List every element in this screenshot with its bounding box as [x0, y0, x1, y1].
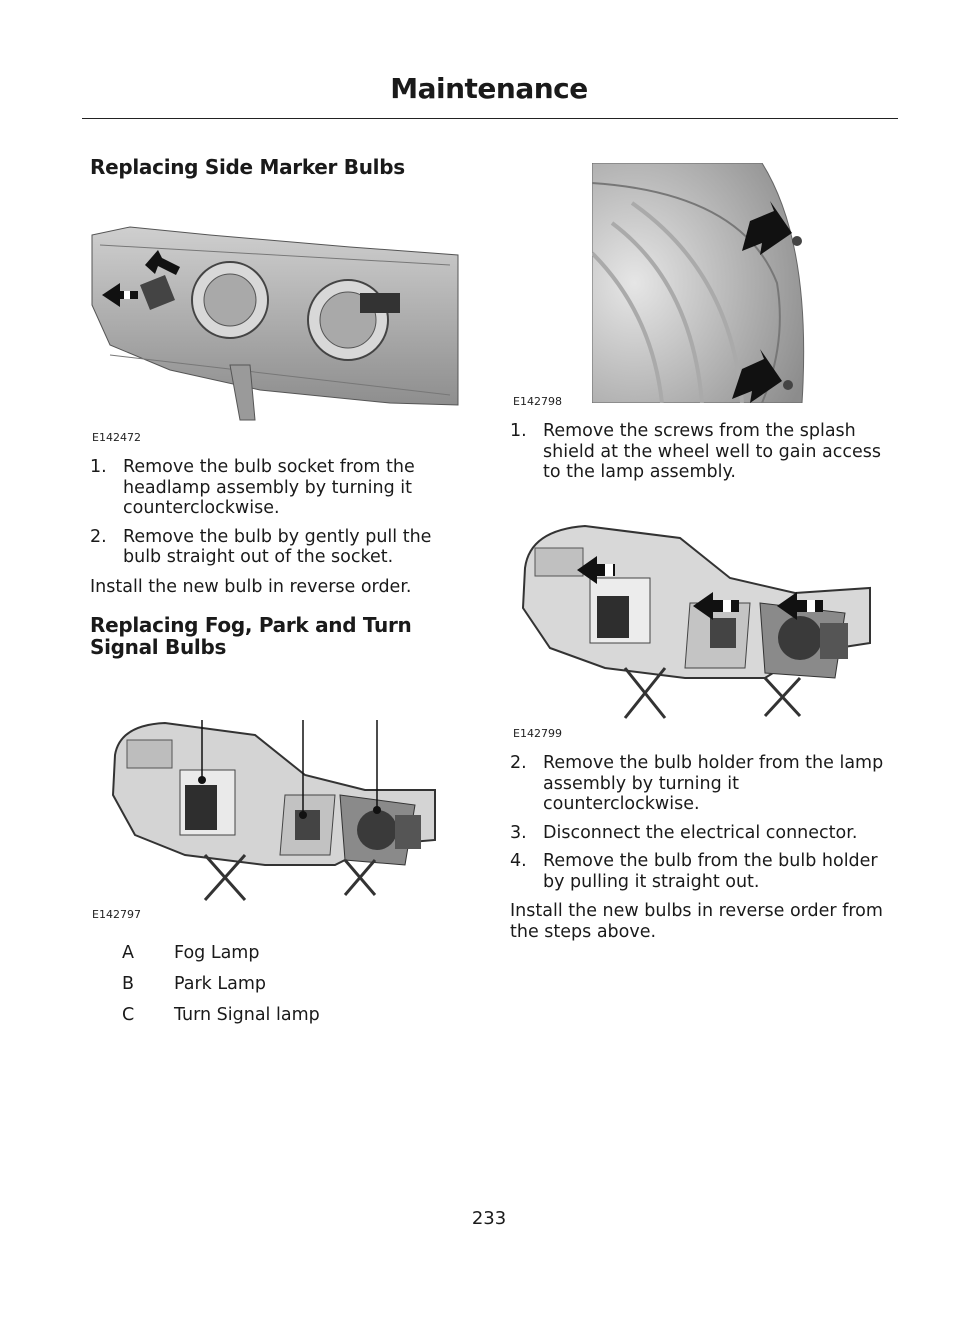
figure-id-e142797: E142797	[92, 908, 141, 921]
list-item: 4. Remove the bulb from the bulb holder by pulling it straight out.	[510, 851, 878, 892]
list-item: 2. Remove the bulb holder from the lamp assembly by turning it counterclockwise.	[510, 753, 884, 814]
figure-id-e142472: E142472	[92, 431, 141, 444]
splash-shield-steps	[510, 421, 895, 491]
header-rule	[82, 118, 898, 119]
bulb-holder-steps	[510, 753, 898, 900]
figure-id-e142799: E142799	[513, 727, 562, 740]
page-title: Maintenance	[390, 72, 588, 105]
page-number: 233	[471, 1208, 507, 1229]
bulb-legend	[122, 943, 442, 1036]
figure-fog-park-turn-lamp	[105, 715, 445, 905]
legend-row: A Fog Lamp	[122, 943, 260, 963]
side-marker-note: Install the new bulb in reverse order.	[90, 577, 412, 597]
figure-bulb-holders	[515, 518, 875, 723]
list-item: 2. Remove the bulb by gently pull the bulb straight out of the socket.	[90, 526, 432, 567]
list-item: 3. Disconnect the electrical connector.	[510, 822, 858, 843]
figure-id-e142798: E142798	[513, 395, 562, 408]
figure-side-marker-headlamp	[90, 205, 460, 430]
list-item: 1. Remove the bulb socket from the headlamp assembly by turning it counterclockwise.	[90, 457, 415, 518]
side-marker-steps	[90, 457, 455, 576]
legend-row: B Park Lamp	[122, 974, 267, 994]
figure-wheel-well-screws	[592, 163, 812, 403]
section-heading-side-marker: Replacing Side Marker Bulbs	[90, 155, 405, 179]
list-item: 1. Remove the screws from the splash shield at the wheel well to gain access to the lamp assembly.	[510, 421, 881, 482]
section-heading-fog-park-turn: Replacing Fog, Park and Turn Signal Bulbs	[90, 613, 412, 659]
legend-row: C Turn Signal lamp	[122, 1005, 320, 1025]
bulb-holder-note: Install the new bulbs in reverse order from the steps above.	[510, 901, 883, 942]
